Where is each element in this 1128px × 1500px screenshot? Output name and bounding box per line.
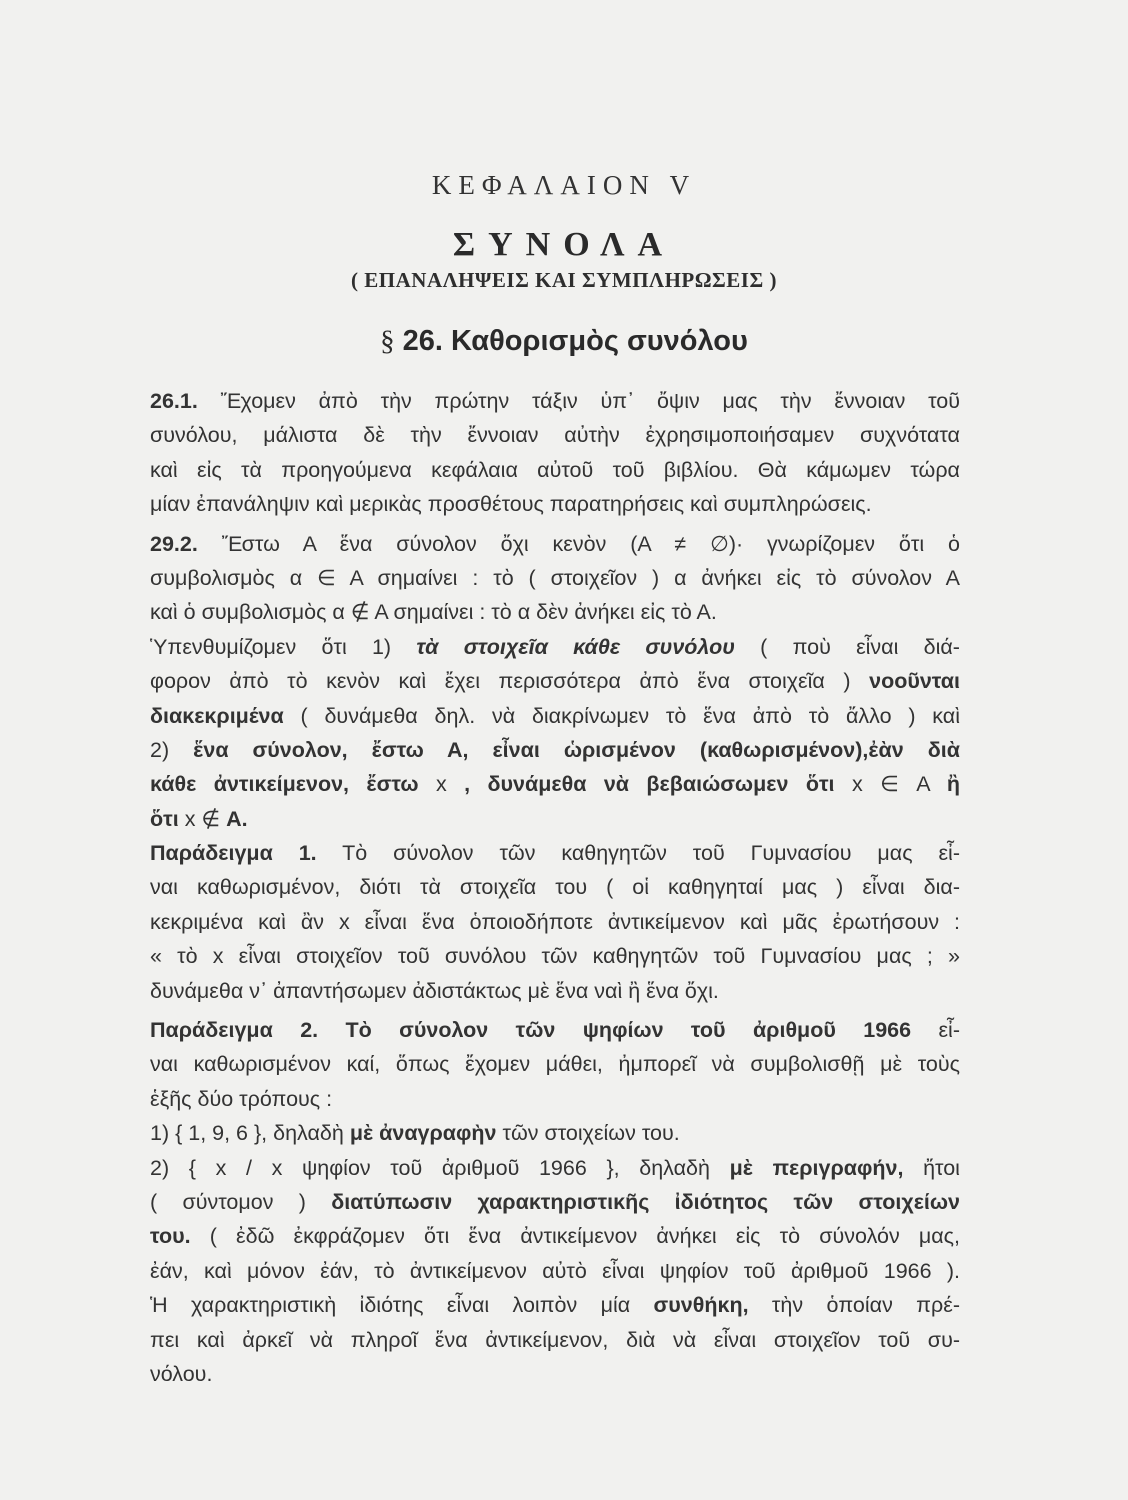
paragraph-line: ναι καθωρισμένον καί, ὅπως ἔχομεν μάθει, ἠμπορεῖ νὰ συμβολισθῇ μὲ τοὺς — [150, 1052, 960, 1077]
paragraph-line: κάθε ἀντικείμενον, ἔστω x , δυνάμεθα νὰ βεβαιώσωμεν ὅτι x ∈ Α ἢ — [150, 772, 960, 797]
paragraph-line: ναι καθωρισμένον, διότι τὰ στοιχεῖα του ( οἱ καθηγηταί μας ) εἶναι δια- — [150, 875, 960, 900]
paragraph-line: κεκριμένα καὶ ἂν x εἶναι ἕνα ὁποιοδήποτε ἀντικείμενον καὶ μᾶς ἐρωτήσουν : — [150, 909, 960, 934]
page-subtitle: ( ΕΠΑΝΑΛΗΨΕΙΣ ΚΑΙ ΣΥΜΠΛΗΡΩΣΕΙΣ ) — [351, 268, 777, 292]
chapter-heading: ΚΕΦΑΛΑΙΟΝ V — [431, 170, 697, 200]
section-title: 26. Καθορισμὸς συνόλου — [402, 325, 748, 357]
paragraph-line: ( σύντομον ) διατύπωσιν χαρακτηριστικῆς ἰδιότητος τῶν στοιχείων — [150, 1189, 960, 1214]
paragraph-line: Ὑπενθυμίζομεν ὅτι 1) τὰ στοιχεῖα κάθε συνόλου ( ποὺ εἶναι διά- — [150, 634, 960, 659]
paragraph-line: διακεκριμένα ( δυνάμεθα δηλ. νὰ διακρίνωμεν τὸ ἕνα ἀπὸ τὸ ἄλλο ) καὶ — [150, 703, 960, 728]
paragraph-line: Παράδειγμα 2. Τὸ σύνολον τῶν ψηφίων τοῦ ἀριθμοῦ 1966 εἶ- — [150, 1018, 960, 1043]
list-item: 1) { 1, 9, 6 }, δηλαδὴ μὲ ἀναγραφὴν τῶν στοιχείων του. — [150, 1121, 680, 1146]
paragraph-line: του. ( ἐδῶ ἐκφράζομεν ὅτι ἕνα ἀντικείμενον ἀνήκει εἰς τὸ σύνολόν μας, — [150, 1224, 960, 1249]
paragraph-line: ὅτι x ∉ Α. — [150, 806, 248, 831]
paragraph-line: 2) ἕνα σύνολον, ἔστω Α, εἶναι ὡρισμένον (καθωρισμένον),ἐὰν διὰ — [150, 737, 960, 762]
paragraph-line: δυνάμεθα ν᾿ ἀπαντήσωμεν ἀδιστάκτως μὲ ἕνα ναὶ ἢ ἕνα ὄχι. — [150, 978, 719, 1003]
paragraph-line: νόλου. — [150, 1361, 213, 1386]
paragraph-line: Ἡ χαρακτηριστικὴ ἰδιότης εἶναι λοιπὸν μία συνθήκη, τὴν ὁποίαν πρέ- — [150, 1293, 960, 1318]
paragraph-line: φορον ἀπὸ τὸ κενὸν καὶ ἔχει περισσότερα ἀπὸ ἕνα στοιχεῖα ) νοοῦνται — [150, 669, 960, 694]
paragraph-line: « τὸ x εἶναι στοιχεῖον τοῦ συνόλου τῶν καθηγητῶν τοῦ Γυμνασίου μας ; » — [150, 944, 960, 969]
paragraph-line: 29.2. Ἔστω Α ἕνα σύνολον ὄχι κενὸν (Α ≠ ∅)· γνωρίζομεν ὅτι ὁ — [150, 531, 960, 556]
paragraph-line: συμβολισμὸς α ∈ Α σημαίνει : τὸ ( στοιχεῖον ) α ἀνήκει εἰς τὸ σύνολον Α — [150, 565, 960, 590]
paragraph-line: ἐάν, καὶ μόνον ἐάν, τὸ ἀντικείμενον αὐτὸ εἶναι ψηφίον τοῦ ἀριθμοῦ 1966 ). — [150, 1258, 960, 1283]
paragraph-line: 26.1. Ἔχομεν ἀπὸ τὴν πρώτην τάξιν ὑπ᾿ ὄψιν μας τὴν ἔννοιαν τοῦ — [150, 389, 960, 413]
paragraph-line: καὶ ὁ συμβολισμὸς α ∉ Α σημαίνει : τὸ α δὲν ἀνήκει εἰς τὸ Α. — [150, 600, 717, 625]
list-item: 2) { x / x ψηφίον τοῦ ἀριθμοῦ 1966 }, δηλαδὴ μὲ περιγραφήν, ἤτοι — [150, 1155, 960, 1180]
paragraph-number: 26.1. — [150, 389, 198, 413]
paragraph-line: συνόλου, μάλιστα δὲ τὴν ἔννοιαν αὐτὴν ἐχρησιμοποιήσαμεν συχνότατα — [150, 423, 960, 448]
example-label: Παράδειγμα 2. — [150, 1018, 319, 1043]
example-label: Παράδειγμα 1. — [150, 841, 317, 866]
paragraph-line: ἑξῆς δύο τρόπους : — [150, 1086, 333, 1111]
body-text — [150, 384, 960, 1391]
paragraph-line: Παράδειγμα 1. Τὸ σύνολον τῶν καθηγητῶν τοῦ Γυμνασίου μας εἶ- — [150, 841, 960, 866]
section-sign: § — [380, 325, 395, 357]
section-heading — [0, 325, 1128, 358]
page-title: ΣΥΝΟΛΑ — [452, 226, 676, 263]
paragraph-line: πει καὶ ἀρκεῖ νὰ πληροῖ ἕνα ἀντικείμενον, διὰ νὰ εἶναι στοιχεῖον τοῦ συ- — [150, 1327, 960, 1352]
paragraph-number: 29.2. — [150, 531, 198, 556]
paragraph-line: μίαν ἐπανάληψιν καὶ μερικὰς προσθέτους παρατηρήσεις καὶ συμπληρώσεις. — [150, 492, 872, 517]
paragraph-line: καὶ εἰς τὰ προηγούμενα κεφάλαια αὐτοῦ τοῦ βιβλίου. Θὰ κάμωμεν τώρα — [150, 457, 960, 482]
